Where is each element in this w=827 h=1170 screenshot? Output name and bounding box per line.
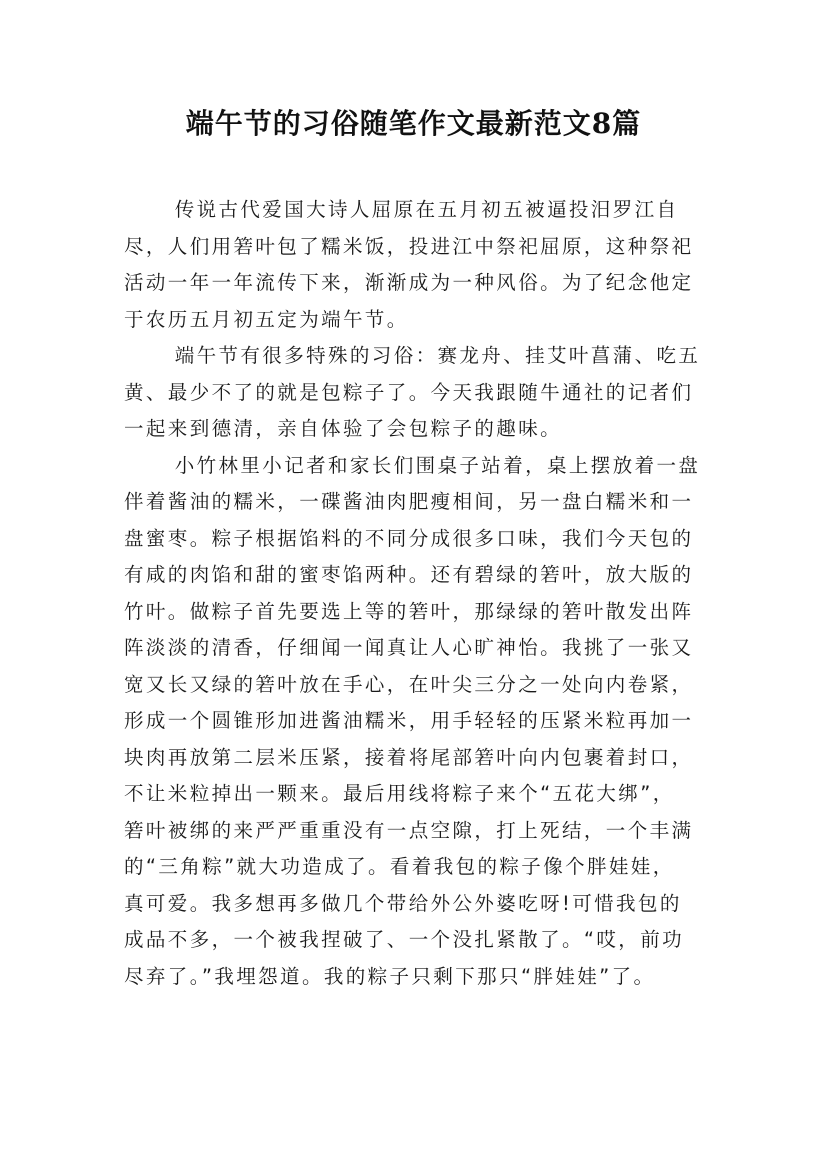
paragraph-line: 成品不多，一个被我捏破了、一个没扎紧散了。“哎，前功 — [124, 928, 685, 951]
paragraph-line: 尽，人们用箬叶包了糯米饭，投进江中祭祀屈原，这种祭祀 — [124, 234, 694, 258]
document-body — [124, 192, 706, 995]
paragraph-line: 有咸的肉馅和甜的蜜枣馅两种。还有碧绿的箬叶，放大版的 — [124, 563, 694, 586]
paragraph-line: 块肉再放第二层米压紧，接着将尾部箬叶向内包裹着封口， — [124, 745, 694, 769]
paragraph-line: 尽弃了。”我埋怨道。我的粽子只剩下那只“胖娃娃”了。 — [124, 964, 656, 988]
paragraph-line: 小竹林里小记者和家长们围桌子站着，桌上摆放着一盘 — [174, 453, 701, 477]
paragraph-line: 宽又长又绿的箬叶放在手心，在叶尖三分之一处向内卷紧， — [124, 672, 694, 696]
paragraph-line: 活动一年一年流传下来，渐渐成为一种风俗。为了纪念他定 — [124, 271, 694, 294]
paragraph-3 — [124, 448, 706, 996]
paragraph-line: 于农历五月初五定为端午节。 — [124, 307, 409, 331]
paragraph-line: 一起来到德清，亲自体验了会包粽子的趣味。 — [124, 417, 563, 440]
paragraph-line: 箬叶被绑的来严严重重没有一点空隙，打上死结，一个丰满 — [124, 818, 694, 842]
paragraph-line: 伴着酱油的糯米，一碟酱油肉肥瘦相间，另一盘白糯米和一 — [124, 490, 694, 513]
paragraph-line: 的“三角粽”就大功造成了。看着我包的粽子像个胖娃娃， — [124, 855, 675, 878]
paragraph-line: 竹叶。做粽子首先要选上等的箬叶，那绿绿的箬叶散发出阵 — [124, 599, 694, 623]
paragraph-line: 传说古代爱国大诗人屈原在五月初五被逼投汨罗江自 — [174, 198, 679, 221]
document-title: 端午节的习俗随笔作文最新范文8篇 — [185, 107, 642, 140]
paragraph-line: 黄、最少不了的就是包粽子了。今天我跟随牛通社的记者们 — [124, 380, 694, 404]
paragraph-line: 阵淡淡的清香，仔细闻一闻真让人心旷神怡。我挑了一张又 — [124, 636, 694, 659]
paragraph-line: 真可爱。我多想再多做几个带给外公外婆吃呀!可惜我包的 — [124, 891, 682, 915]
paragraph-line: 不让米粒掉出一颗来。最后用线将粽子来个“五花大绑”， — [124, 782, 675, 805]
paragraph-line: 端午节有很多特殊的习俗：赛龙舟、挂艾叶菖蒲、吃五 — [174, 344, 701, 367]
paragraph-line: 盘蜜枣。粽子根据馅料的不同分成很多口味，我们今天包的 — [124, 526, 694, 550]
paragraph-1 — [124, 192, 706, 338]
paragraph-2 — [124, 338, 706, 448]
paragraph-line: 形成一个圆锥形加进酱油糯米，用手轻轻的压紧米粒再加一 — [124, 709, 694, 732]
